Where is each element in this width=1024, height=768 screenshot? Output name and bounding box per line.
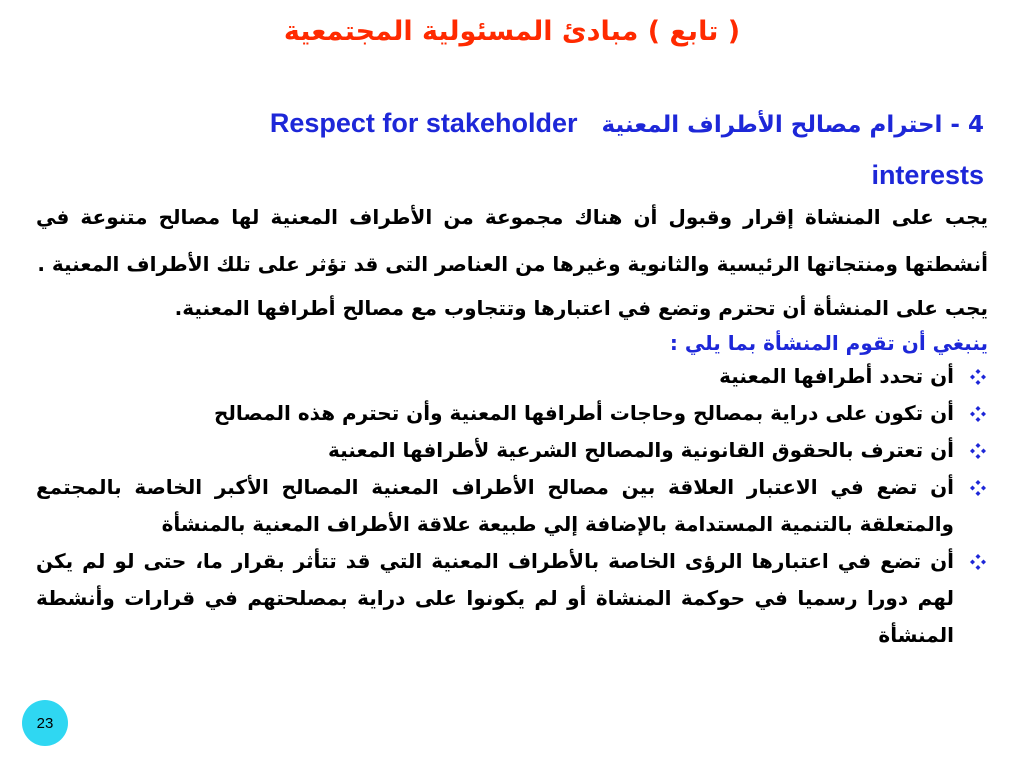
page-number-badge: 23	[22, 700, 68, 746]
diamond-bullet-icon	[970, 554, 986, 570]
bullet-text: أن تكون على دراية بمصالح وحاجات أطرافها المعنية وأن تحترم هذه المصالح	[213, 401, 954, 425]
bullet-item	[36, 358, 988, 395]
heading-arabic: 4 - احترام مصالح الأطراف المعنية	[601, 112, 984, 138]
bullet-list	[36, 358, 988, 654]
section-heading	[184, 98, 984, 202]
bullet-text: أن تعترف بالحقوق القانونية والمصالح الشرعية لأطرافها المعنية	[328, 438, 954, 462]
diamond-bullet-icon	[970, 480, 986, 496]
bullet-item	[36, 469, 988, 543]
diamond-bullet-icon	[970, 443, 986, 459]
bullet-text: أن تحدد أطرافها المعنية	[719, 364, 954, 388]
bullets-intro: ينبغي أن تقوم المنشأة بما يلي :	[669, 331, 988, 355]
heading-english: Respect for stakeholder interests	[269, 108, 984, 190]
paragraph-1: يجب على المنشاة إقرار وقبول أن هناك مجموعة من الأطراف المعنية لها مصالح متنوعة في أنشطتها ومنتجاتها الرئيسية والثانوية وغيرها من العناصر التى قد تؤثر على تلك الأطراف المعنية .	[36, 205, 988, 276]
bullet-item	[36, 543, 988, 654]
bullet-text: أن تضع في اعتبارها الرؤى الخاصة بالأطراف المعنية التي قد تتأثر بقرار ما، حتى لو لم يكن لهم دورا رسميا في حوكمة المنشاة أو لم يكونوا على دراية بمصلحتهم في قرارات وأنشطة المنشأة	[36, 549, 954, 647]
diamond-bullet-icon	[970, 406, 986, 422]
bullet-item	[36, 432, 988, 469]
slide-body	[36, 194, 988, 654]
paragraph-2: يجب على المنشأة أن تحترم وتضع في اعتبارها وتتجاوب مع مصالح أطرافها المعنية.	[174, 296, 988, 320]
bullet-text: أن تضع في الاعتبار العلاقة بين مصالح الأطراف المعنية المصالح الأكبر الخاصة بالمجتمع والمتعلقة بالتنمية المستدامة بالإضافة إلي طبيعة علاقة الأطراف المعنية بالمنشأة	[36, 475, 954, 536]
diamond-bullet-icon	[970, 369, 986, 385]
bullet-item	[36, 395, 988, 432]
slide-title: ( تابع ) مبادئ المسئولية المجتمعية	[283, 16, 741, 47]
